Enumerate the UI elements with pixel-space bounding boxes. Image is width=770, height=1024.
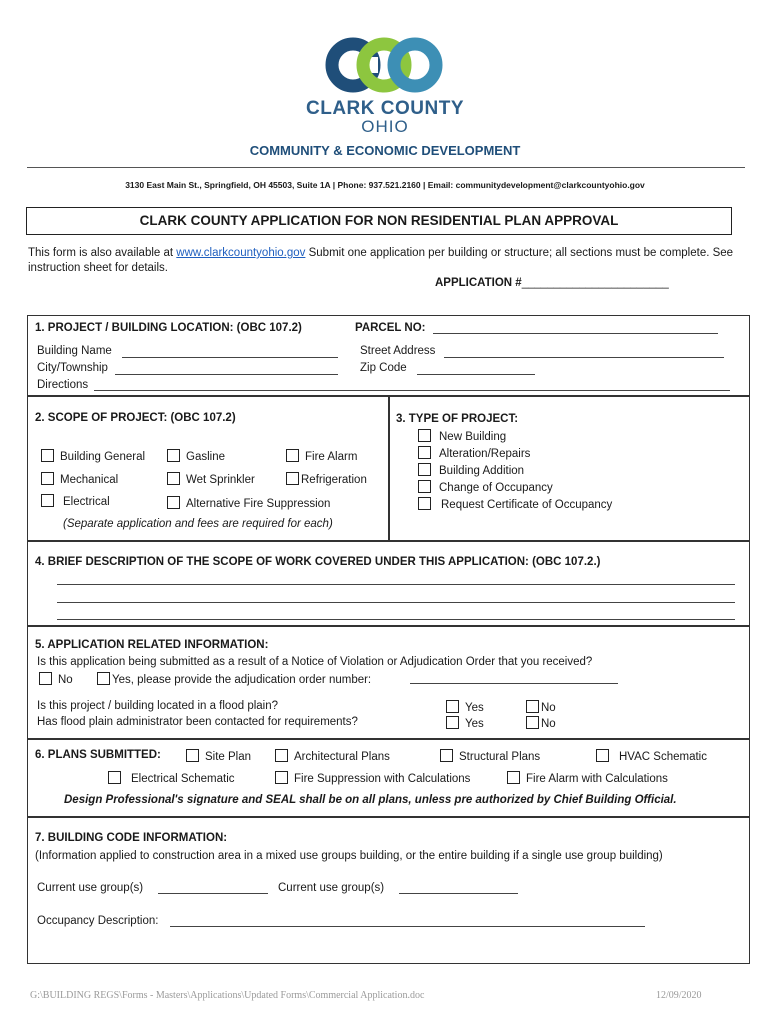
option-label: Alternative Fire Suppression [186,498,331,510]
application-blank: _______________________ [521,277,669,289]
flood-admin-no[interactable] [526,716,556,730]
revision-date: 12/09/2020 [656,990,702,1001]
application-label: APPLICATION # [435,277,522,289]
department-name: COMMUNITY & ECONOMIC DEVELOPMENT [249,143,521,158]
checkbox[interactable] [108,771,121,784]
section4-heading: 4. BRIEF DESCRIPTION OF THE SCOPE OF WORK COVERED UNDER THIS APPLICATION: (OBC 107.2.) [35,556,601,568]
scope-mechanical[interactable] [41,472,118,486]
checkbox[interactable] [286,472,299,485]
checkbox[interactable] [440,749,453,762]
scope-fire-alarm[interactable] [286,449,357,463]
option-label: Alteration/Repairs [439,448,531,460]
option-label: No [541,702,556,714]
logo-letters: CCO [0,30,3,31]
city-township-label: City/Township [37,362,108,374]
checkbox[interactable] [526,716,539,729]
city-township-field[interactable] [115,374,338,375]
website-link[interactable]: www.clarkcountyohio.gov [176,247,306,259]
section3-heading: 3. TYPE OF PROJECT: [396,413,519,425]
option-label: Electrical Schematic [131,773,235,785]
current-use-group-field-2[interactable] [399,893,518,894]
flood-plain-no[interactable] [526,700,556,714]
option-label: No [541,718,556,730]
file-path: G:\BUILDING REGS\Forms - Masters\Applications\Updated Forms\Commercial Application.doc [30,990,425,1001]
option-label: Building Addition [439,465,525,477]
checkbox[interactable] [97,672,110,685]
option-label: Fire Suppression with Calculations [294,773,471,785]
plan-structural[interactable] [440,749,540,763]
occupancy-description-field[interactable] [170,926,645,927]
scope-building-general[interactable] [41,449,145,463]
current-use-group-label-2: Current use group(s) [278,882,385,894]
checkbox[interactable] [446,716,459,729]
section7-subtext: (Information applied to construction area in a mixed use groups building, or the entire building if a single use group building) [35,850,663,862]
intro-pre: This form is also available at [28,247,177,259]
county-name: CLARK COUNTY [306,98,464,119]
violation-question: Is this application being submitted as a result of a Notice of Violation or Adjudication Order that you received? [37,656,593,668]
section1-heading: 1. PROJECT / BUILDING LOCATION: (OBC 107.2) [35,322,302,334]
type-new-building[interactable] [418,429,506,443]
flood-admin-question: Has flood plain administrator been contacted for requirements? [37,716,358,728]
violation-yes[interactable] [97,672,371,686]
description-line-2[interactable] [57,602,735,603]
checkbox[interactable] [418,446,431,459]
adjudication-order-field[interactable] [410,683,618,684]
checkbox[interactable] [418,463,431,476]
checkbox[interactable] [418,429,431,442]
county-state: OHIO [361,117,409,136]
checkbox[interactable] [418,497,431,510]
violation-no[interactable] [39,672,73,686]
seal-note: Design Professional's signature and SEAL shall be on all plans, unless pre authorized by Chief Building Official. [64,794,677,806]
plan-electrical-schematic[interactable] [108,771,235,785]
parcel-label: PARCEL NO: [355,322,426,334]
description-line-3[interactable] [57,619,735,620]
checkbox[interactable] [446,700,459,713]
option-label: Building General [60,451,146,463]
parcel-field[interactable] [433,333,718,334]
option-label: Fire Alarm with Calculations [526,773,668,785]
checkbox[interactable] [275,749,288,762]
option-label: Refrigeration [301,474,367,486]
type-alteration-repairs[interactable] [418,446,530,460]
checkbox[interactable] [526,700,539,713]
checkbox[interactable] [167,449,180,462]
checkbox[interactable] [596,749,609,762]
zip-code-label: Zip Code [360,362,407,374]
zip-code-field[interactable] [417,374,535,375]
checkbox[interactable] [507,771,520,784]
scope-alternative-fire-suppression[interactable] [167,496,330,510]
checkbox[interactable] [167,496,180,509]
checkbox[interactable] [186,749,199,762]
current-use-group-label-1: Current use group(s) [37,882,144,894]
contact-address: 3130 East Main St., Springfield, OH 45503, Suite 1A | Phone: 937.521.2160 | Email: communitydevelopment@clarkcountyohio.gov [125,180,645,190]
checkbox[interactable] [39,672,52,685]
checkbox[interactable] [167,472,180,485]
application-number[interactable] [435,277,669,289]
option-label: Yes, please provide the adjudication order number: [112,674,372,686]
option-label: Mechanical [60,474,119,486]
directions-field[interactable] [94,390,730,391]
building-name-field[interactable] [122,357,338,358]
scope-note: (Separate application and fees are required for each) [63,518,333,530]
checkbox[interactable] [275,771,288,784]
header-divider [27,167,745,168]
option-label: Request Certificate of Occupancy [441,499,613,511]
intro-post: Submit one application per building or structure; all sections must be complete. See instruction sheet for details. [28,247,734,274]
option-label: Yes [465,702,484,714]
building-name-label: Building Name [37,345,112,357]
flood-admin-yes[interactable] [446,716,484,730]
option-label: No [58,674,73,686]
plan-site-plan[interactable] [186,749,251,763]
option-label: HVAC Schematic [619,751,707,763]
scope-wet-sprinkler[interactable] [167,472,255,486]
plan-architectural[interactable] [275,749,390,763]
type-request-certificate[interactable] [418,497,612,511]
checkbox[interactable] [286,449,299,462]
option-label: Wet Sprinkler [186,474,255,486]
plan-fire-suppression[interactable] [275,771,470,785]
option-label: Architectural Plans [294,751,390,763]
checkbox[interactable] [41,449,54,462]
checkbox[interactable] [41,472,54,485]
plan-fire-alarm[interactable] [507,771,668,785]
checkbox[interactable] [41,494,54,507]
intro-text [28,246,738,276]
section2-heading: 2. SCOPE OF PROJECT: (OBC 107.2) [35,412,236,424]
option-label: Structural Plans [459,751,541,763]
type-change-of-occupancy[interactable] [418,480,553,494]
street-address-label: Street Address [360,345,436,357]
section5-heading: 5. APPLICATION RELATED INFORMATION: [35,639,269,651]
occupancy-description-label: Occupancy Description: [37,915,159,927]
type-building-addition[interactable] [418,463,524,477]
section7-heading: 7. BUILDING CODE INFORMATION: [35,832,228,844]
checkbox[interactable] [418,480,431,493]
option-label: New Building [439,431,507,443]
option-label: Electrical [63,496,110,508]
option-label: Change of Occupancy [439,482,553,494]
scope-refrigeration[interactable] [286,472,367,486]
directions-label: Directions [37,379,89,391]
description-line-1[interactable] [57,584,735,585]
flood-plain-yes[interactable] [446,700,484,714]
plan-hvac[interactable] [596,749,707,763]
street-address-field[interactable] [444,357,724,358]
scope-gasline[interactable] [167,449,225,463]
section6-heading: 6. PLANS SUBMITTED: [35,749,161,761]
cco-logo-mark [0,30,770,100]
option-label: Site Plan [205,751,252,763]
option-label: Yes [465,718,484,730]
option-label: Gasline [186,451,225,463]
flood-plain-question: Is this project / building located in a flood plain? [37,700,279,712]
option-label: Fire Alarm [305,451,358,463]
form-title: CLARK COUNTY APPLICATION FOR NON RESIDENTIAL PLAN APPROVAL [26,207,732,235]
scope-electrical[interactable] [41,494,110,508]
current-use-group-field-1[interactable] [158,893,268,894]
